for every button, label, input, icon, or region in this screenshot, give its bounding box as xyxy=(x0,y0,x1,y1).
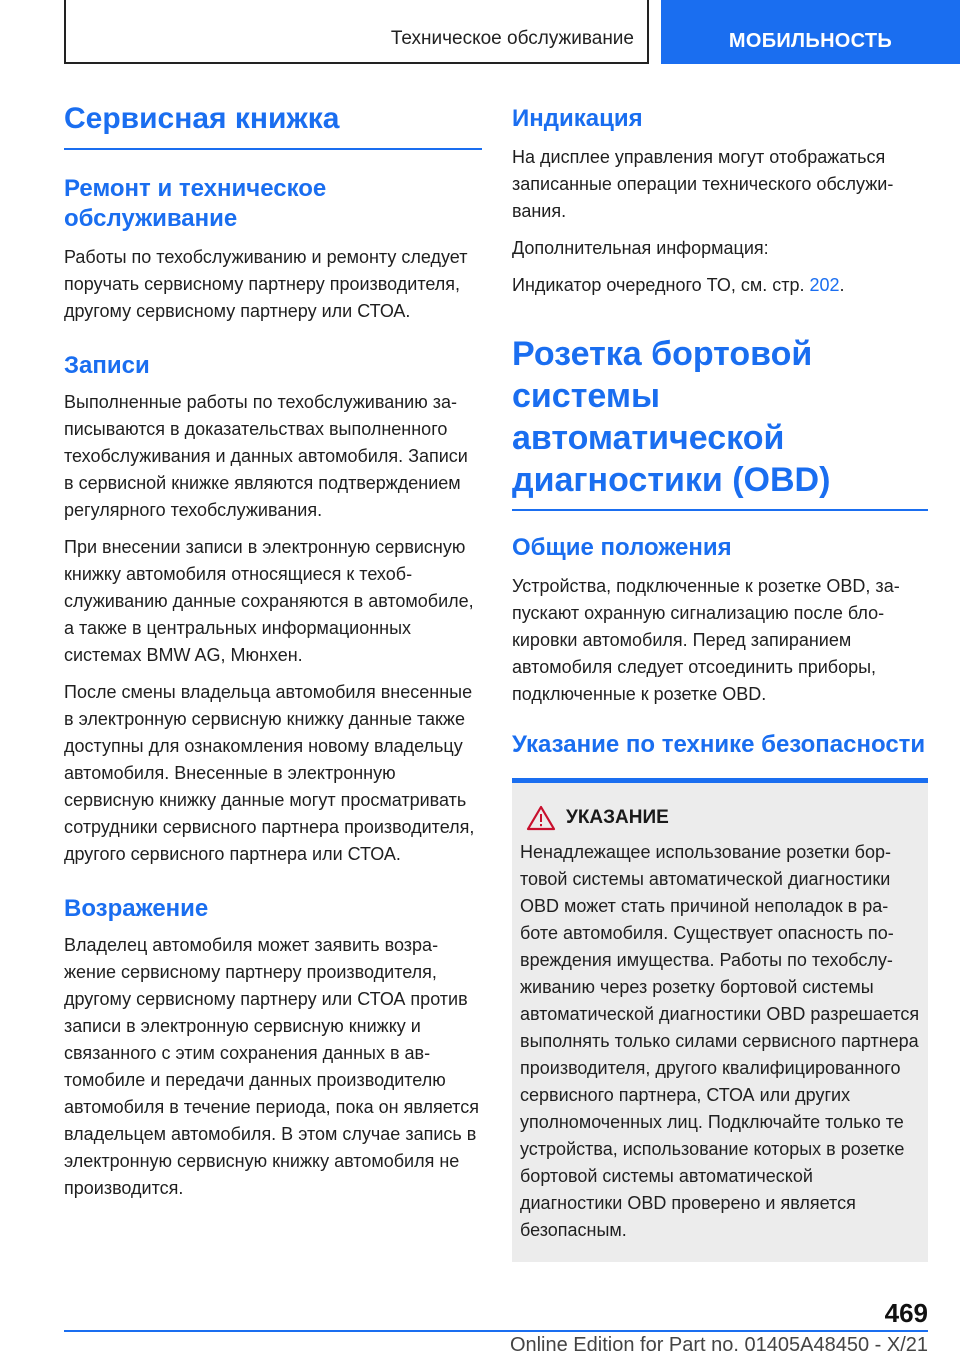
warning-text: Ненадлежащее использование розетки бортовой системы автоматической диагностики OBD может стать причиной неполадок в работе автомобиля. Существует опасность повреждения имущества. Работы по техобслуживанию через розетку бортовой системы автоматической диагностики OBD разрешается выполнять только силами сервисного партнера производителя, другого квалифицированного сервисного партнера, СТОА или других уполномоченных лиц. Подключайте только те устройства, использование которых в розетке бортовой системы автоматической диагностики OBD проверено и является безопасным. xyxy=(520,842,920,1240)
header-section-title: Техническое обслуживание xyxy=(390,28,634,49)
repair-heading: Ремонт и техническое обслуживание xyxy=(64,175,327,232)
indication-reference xyxy=(512,272,928,299)
records-paragraph-2: При внесении записи в электронную сервисную книжку автомобиля относящиеся к техобслуживанию данные сохраняются в автомобиле, а также в центральных информационных системах BMW AG, Мюнхен. xyxy=(64,537,474,665)
records-heading: Записи xyxy=(64,352,150,379)
indication-paragraph-1: На дисплее управления могут отображаться записанные операции технического обслуживания. xyxy=(512,147,894,221)
footer-divider xyxy=(64,1330,928,1332)
objection-paragraph: Владелец автомобиля может заявить возражение сервисному партнеру производителя, другому сервисному партнеру или СТОА против записи в электронную сервисную книжку и связанного с этим сохранения данных в автомобиле и передачи данных производителю автомобиля в течение периода, пока он является владельцем автомобиля. В этом случае запись в электронную сервисную книжку автомобиля не производится. xyxy=(64,935,479,1198)
objection-heading: Возражение xyxy=(64,895,209,922)
general-paragraph: Устройства, подключенные к розетке OBD, запускают охранную сигнализацию после блокировки автомобиля. Перед запиранием автомобиля следует отсоединить приборы, подключенные к розетке OBD. xyxy=(512,576,900,704)
records-paragraph-1: Выполненные работы по техобслуживанию записываются в доказательствах выполненного техобслуживания и данных автомобиля. Записи в сервисной книжке являются подтверждением регулярного техобслуживания. xyxy=(64,392,468,520)
reference-end: . xyxy=(839,275,845,295)
page-number: 469 xyxy=(884,1298,928,1328)
reference-text: Индикатор очередного ТО, см. стр. xyxy=(512,275,810,295)
obd-title: Розетка бортовой системы автоматической диагностики (OBD) xyxy=(512,333,928,511)
warning-box xyxy=(512,778,928,1262)
right-column xyxy=(512,100,928,1262)
general-heading: Общие положения xyxy=(512,534,732,561)
warning-header xyxy=(520,805,920,831)
indication-heading: Индикация xyxy=(512,105,643,132)
footer-edition: Online Edition for Part no. 01405A48450 - X/21 xyxy=(509,1334,928,1356)
indication-paragraph-2: Дополнительная информация: xyxy=(512,238,769,258)
header-chapter-tab[interactable]: МОБИЛЬНОСТЬ xyxy=(661,0,960,64)
left-column xyxy=(64,100,482,1202)
warning-triangle-icon xyxy=(526,805,556,831)
records-paragraph-3: После смены владельца автомобиля внесенные в электронную сервисную книжку данные также доступны для ознакомления новому владельцу автомобиля. Внесенные в электронную сервисную книжку данные могут просматривать сотрудники сервисного партнера производителя, другого сервисного партнера или СТОА. xyxy=(64,682,475,864)
warning-title: УКАЗАНИЕ xyxy=(566,807,669,828)
page-title: Сервисная книжка xyxy=(64,100,482,150)
repair-paragraph: Работы по техобслуживанию и ремонту следует поручать сервисному партнеру производителя, другому сервисному партнеру или СТОА. xyxy=(64,247,468,321)
safety-heading: Указание по технике безопасности xyxy=(512,731,926,758)
page-202-link[interactable]: 202 xyxy=(809,275,840,295)
